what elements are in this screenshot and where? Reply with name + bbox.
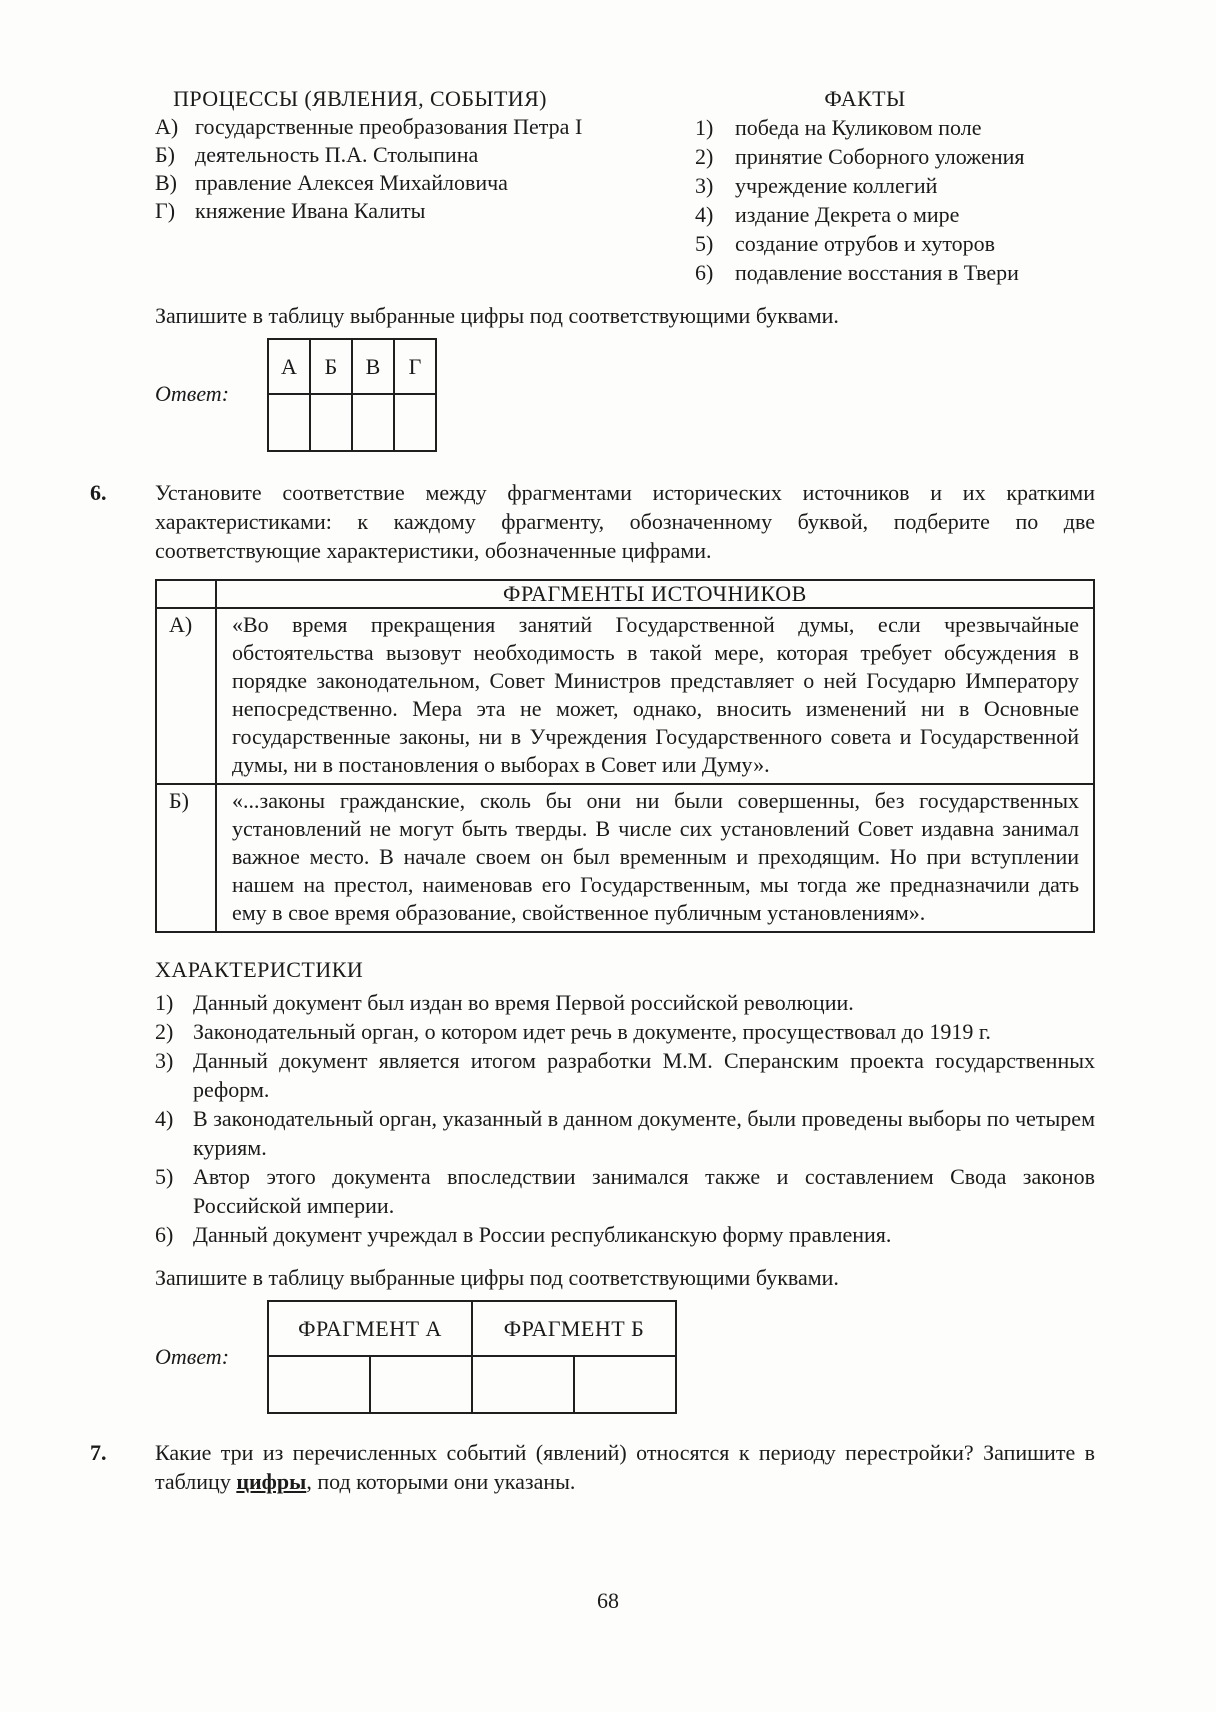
answer-label: Ответ:: [155, 381, 230, 406]
fragment-row: [156, 608, 1094, 784]
list-item-text: В законодательный орган, указанный в данном документе, были проведены выборы по четырем куриям.: [193, 1106, 1095, 1160]
answer-grid-header-cell: ФРАГМЕНТ А: [268, 1301, 472, 1356]
list-item: [155, 1220, 1095, 1249]
characteristics-title: ХАРАКТЕРИСТИКИ: [155, 957, 364, 982]
fragments-table: [155, 579, 1095, 933]
list-item-text: принятие Соборного уложения: [735, 144, 1025, 169]
list-item-label: 5): [695, 231, 714, 256]
answer-grid-header-cell: Б: [310, 339, 352, 394]
question-number: 6.: [90, 480, 107, 505]
fragment-text: «...законы гражданские, сколь бы они ни были совершенны, без государственных установлений не могут быть тверды. В числе сих установлений Совет издавна занимал важное место. В начале своем он был временным и преходящим. Но при вступлении нашем на престол, наименовав его Государственным, мы тогда же предназначили дать ему в свое время образование, свойственное публичным установлениям».: [216, 784, 1094, 932]
fragment-row: [156, 784, 1094, 932]
page-number: 68: [597, 1588, 619, 1613]
question-7: [90, 1438, 1095, 1496]
list-item: [155, 988, 1095, 1017]
list-item-label: Б): [155, 142, 175, 167]
answer-grid-blank-cell: [574, 1356, 676, 1413]
fragment-text: «Во время прекращения занятий Государственной думы, если чрезвычайные обстоятельства вызовут необходимость в такой мере, которая требует обсуждения в порядке законодательном, Совет Министров представляет о ней Государю Императору непосредственно. Мера эта не может, однако, вносить изменений ни в Основные государственные законы, ни в Учреждения Государственного совета и Государственной думы, ни в постановления о выборах в Совет или Думу».: [216, 608, 1094, 784]
list-item: [155, 197, 625, 225]
answer-grid-blank-cell: [310, 394, 352, 451]
list-item-text: Автор этого документа впоследствии занимался также и составлением Свода законов Российской империи.: [193, 1164, 1095, 1218]
list-item-text: издание Декрета о мире: [735, 202, 960, 227]
list-item-text: Законодательный орган, о котором идет речь в документе, просуществовал до 1919 г.: [193, 1019, 991, 1044]
answer-grid-blank-row: [268, 1356, 676, 1413]
list-item: [155, 1046, 1095, 1104]
answer-grid-header-row: [268, 339, 436, 394]
list-item-label: А): [155, 114, 179, 139]
answer-grid-header-cell: Г: [394, 339, 436, 394]
prompt-emphasis: цифры: [236, 1469, 307, 1494]
prompt-text: , под которыми они указаны.: [306, 1469, 576, 1494]
answer-grid-blank-cell: [268, 1356, 370, 1413]
prompt-text: Какие три из перечисленных событий (явлений) относятся к периоду перестройки? Запишите в таблицу: [155, 1440, 1095, 1494]
list-item: [155, 1162, 1095, 1220]
answer-grid-header-row: [268, 1301, 676, 1356]
write-digits-instruction: Запишите в таблицу выбранные цифры под соответствующими буквами.: [155, 1265, 839, 1290]
fragments-header-row: [156, 580, 1094, 608]
list-item-label: 2): [155, 1019, 174, 1044]
processes-column: [155, 84, 625, 287]
question-prompt: [155, 1438, 1095, 1496]
list-item-text: Данный документ является итогом разработки М.М. Сперанским проекта государственных реформ.: [193, 1048, 1095, 1102]
list-item-label: В): [155, 170, 177, 195]
list-item-text: создание отрубов и хуторов: [735, 231, 996, 256]
list-item: [695, 142, 1095, 171]
answer-grid-fragments: [267, 1300, 677, 1414]
list-item-text: Данный документ был издан во время Первой российской революции.: [193, 990, 854, 1015]
list-item-text: деятельность П.А. Столыпина: [195, 142, 479, 167]
fragment-letter: Б): [156, 784, 216, 932]
answer-grid-blank-cell: [472, 1356, 574, 1413]
list-item-label: 1): [695, 115, 714, 140]
list-item-text: учреждение коллегий: [735, 173, 938, 198]
list-item: [695, 171, 1095, 200]
list-item: [155, 169, 625, 197]
list-item-label: 4): [695, 202, 714, 227]
list-item: [695, 200, 1095, 229]
list-item: [695, 258, 1095, 287]
list-item-text: Данный документ учреждал в России республиканскую форму правления.: [193, 1222, 892, 1247]
answer-grid-blank-cell: [370, 1356, 472, 1413]
answer-grid-blank-row: [268, 394, 436, 451]
processes-title: ПРОЦЕССЫ (ЯВЛЕНИЯ, СОБЫТИЯ): [173, 86, 547, 111]
list-item-text: княжение Ивана Калиты: [195, 198, 426, 223]
list-item-label: 3): [695, 173, 714, 198]
fragment-letter: А): [156, 608, 216, 784]
list-item-label: 5): [155, 1164, 174, 1189]
answer-grid-blank-cell: [394, 394, 436, 451]
list-item: [695, 113, 1095, 142]
list-item-label: Г): [155, 198, 176, 223]
list-item: [155, 1017, 1095, 1046]
list-item-text: победа на Куликовом поле: [735, 115, 982, 140]
answer-label: Ответ:: [155, 1344, 230, 1369]
list-item: [155, 1104, 1095, 1162]
question-6: [90, 478, 1095, 565]
question-prompt: Установите соответствие между фрагментами исторических источников и их краткими характеристиками: к каждому фрагменту, обозначенному буквой, подберите по две соответствующие характеристики, обозначенные цифрами.: [155, 480, 1095, 563]
characteristics-list: [155, 988, 1095, 1249]
write-digits-instruction: Запишите в таблицу выбранные цифры под соответствующими буквами.: [155, 303, 839, 328]
list-item-label: 2): [695, 144, 714, 169]
list-item-text: государственные преобразования Петра I: [195, 114, 583, 139]
answer-grid-letters: [267, 338, 437, 452]
list-item-text: правление Алексея Михайловича: [195, 170, 508, 195]
answer-block-fragments: [155, 1300, 1095, 1414]
list-item-label: 6): [695, 260, 714, 285]
list-item-label: 1): [155, 990, 174, 1015]
answer-grid-blank-cell: [268, 394, 310, 451]
answer-grid-header-cell: В: [352, 339, 394, 394]
fragments-corner-cell: [156, 580, 216, 608]
fragments-header-cell: ФРАГМЕНТЫ ИСТОЧНИКОВ: [216, 580, 1094, 608]
facts-title: ФАКТЫ: [824, 86, 906, 111]
answer-grid-header-cell: А: [268, 339, 310, 394]
list-item: [155, 141, 625, 169]
list-item: [155, 113, 625, 141]
list-item-label: 3): [155, 1048, 174, 1073]
matching-section: [155, 84, 1095, 287]
list-item-text: подавление восстания в Твери: [735, 260, 1019, 285]
list-item: [695, 229, 1095, 258]
answer-grid-header-cell: ФРАГМЕНТ Б: [472, 1301, 676, 1356]
facts-column: [695, 84, 1095, 287]
answer-grid-blank-cell: [352, 394, 394, 451]
list-item-label: 6): [155, 1222, 174, 1247]
answer-block-letters: [155, 338, 1095, 452]
question-number: 7.: [90, 1440, 107, 1465]
list-item-label: 4): [155, 1106, 174, 1131]
